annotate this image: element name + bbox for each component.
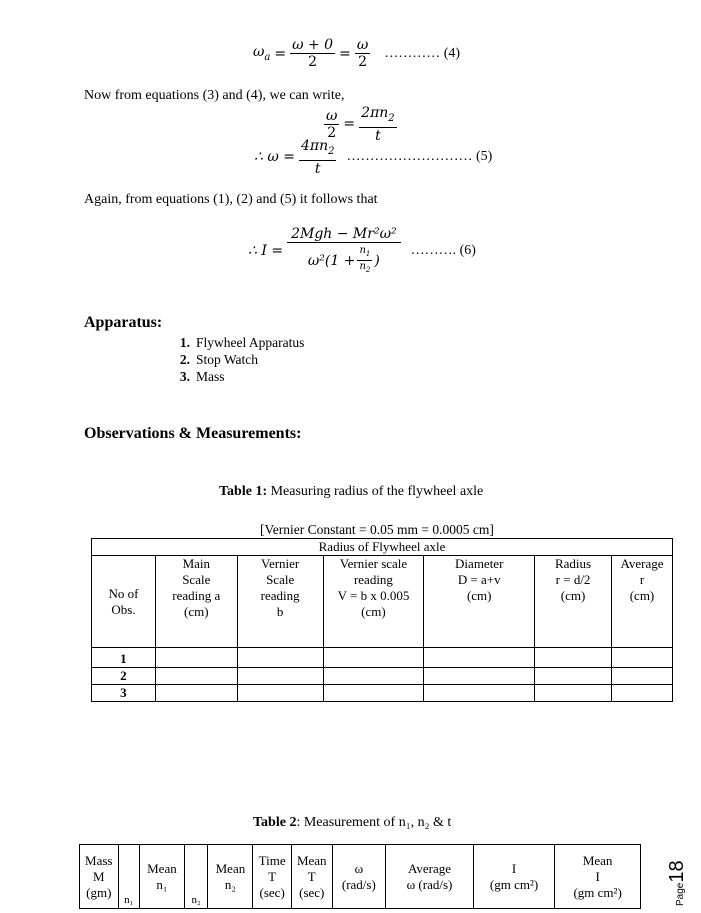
table2-col-header: Time T (sec) [253,845,292,909]
table1-caption-label: Table 1: [219,484,268,499]
table1-cell [237,648,323,668]
eqa-num2-sub: 2 [388,112,395,124]
eqa-den2: t [375,127,381,144]
table2-col-header: Mean T (sec) [291,845,332,909]
text-now-from-equations: Now from equations (3) and (4), we can write, [84,88,345,103]
table2-col-header: Mean n₁ [139,845,184,909]
eqa-eq: = [343,116,356,133]
table2-caption-label: Table 2 [253,815,297,830]
apparatus-item-label: Mass [196,369,225,384]
table1-col-header: Radius r = d/2 (cm) [535,556,612,648]
table1-cell [535,668,612,685]
eq6-den-fn: n [359,245,366,256]
table1-row-number: 1 [92,648,156,668]
table2-col-header: Average ω (rad/s) [386,845,474,909]
eq4-den2: 2 [358,54,367,70]
text-again-from-equations: Again, from equations (1), (2) and (5) it follows that [84,192,378,207]
eq6-den-fd-sub: 2 [365,266,371,274]
table2-col-header: n₁ [118,845,139,909]
eq6-num: 2Mgh − Mr²ω² [287,226,401,243]
table2-col-header: Mean n₂ [208,845,253,909]
table1-caption [219,484,483,500]
eq5-den: t [314,160,321,177]
eq5-tag: ……………………… (5) [346,149,493,165]
eq6-tag: ………. (6) [410,243,476,258]
table2 [79,844,641,909]
table1-cell [535,648,612,668]
table1-group-header: Radius of Flywheel axle [92,539,673,556]
eq4-tag: ………… (4) [384,45,461,61]
table2-caption [253,815,451,831]
table1-cell [323,668,424,685]
apparatus-item-label: Stop Watch [196,352,259,367]
table1-cell [237,668,323,685]
table2-col-header: n₂ [184,845,208,909]
table1-cell [237,685,323,702]
eq6-den-pre: ω²(1 + [307,252,356,269]
eq5-num-sub: 2 [328,145,335,157]
table1-row [92,648,673,668]
table1-col-header: Vernier scale reading V = b x 0.005 (cm) [323,556,424,648]
page-number [666,860,689,906]
table2-col-header: Mass M (gm) [80,845,119,909]
table1-cell [155,685,237,702]
eqa-num2: 2πn [361,105,389,121]
eq4-eq: = [274,45,287,62]
equation-6 [248,226,476,276]
table1-cell [155,648,237,668]
apparatus-item [168,334,304,351]
table1 [91,538,673,702]
table1-cell [535,685,612,702]
table1-cell [611,668,672,685]
eq6-lhs: ∴ I = [248,243,284,259]
table1-cell [611,648,672,668]
apparatus-item [168,351,304,368]
table1-cell [424,648,535,668]
page-label: Page [675,882,686,906]
table1-col-header: Vernier Scale reading b [237,556,323,648]
table1-cell [323,648,424,668]
apparatus-item-label: Flywheel Apparatus [196,335,305,350]
eq4-den1: 2 [308,54,318,70]
apparatus-item [168,368,304,385]
apparatus-heading: Apparatus: [84,314,163,331]
apparatus-item-number: 2. [179,352,190,367]
table1-cell [323,685,424,702]
table2-col-header: ω (rad/s) [332,845,386,909]
table2-col-header: Mean I (gm cm²) [555,845,641,909]
equation-5 [254,138,492,177]
eqa-den1: 2 [327,124,337,141]
table1-row-number: 3 [92,685,156,702]
page-num: 18 [666,860,688,883]
eq6-den-fn-sub: 1 [365,250,371,258]
eq4-eq2: = [339,45,351,62]
table1-cell [155,668,237,685]
table1-row [92,685,673,702]
vernier-constant: [Vernier Constant = 0.05 mm = 0.0005 cm] [260,522,494,537]
table1-row [92,668,673,685]
eq6-den-post: ) [374,252,380,269]
eq4-lhs-sub: a [264,51,271,63]
table1-caption-text: Measuring radius of the flywheel axle [267,484,484,499]
eq4-num1: ω + 0 [292,37,334,53]
table1-row-number: 2 [92,668,156,685]
apparatus-list [168,334,304,385]
eq6-den-fd: n [359,261,366,272]
eq5-num: 4πn [300,138,329,154]
eqa-num1: ω [326,107,338,124]
observations-heading: Observations & Measurements: [84,425,302,442]
eq5-lhs: ∴ ω = [254,149,295,166]
eq4-lhs: ω [253,44,265,61]
equation-4 [253,37,460,70]
table1-col-header: No of Obs. [92,556,156,648]
table1-cell [611,685,672,702]
table2-caption-text: : Measurement of n₁, n₂ & t [296,815,452,830]
table1-col-header: Main Scale reading a (cm) [155,556,237,648]
table2-col-header: I (gm cm²) [473,845,554,909]
table1-cell [424,685,535,702]
apparatus-item-number: 3. [179,369,190,384]
apparatus-item-number: 1. [179,335,190,350]
table1-cell [424,668,535,685]
table1-col-header: Average r (cm) [611,556,672,648]
table1-col-header: Diameter D = a+v (cm) [424,556,535,648]
eq4-num2: ω [356,37,369,53]
